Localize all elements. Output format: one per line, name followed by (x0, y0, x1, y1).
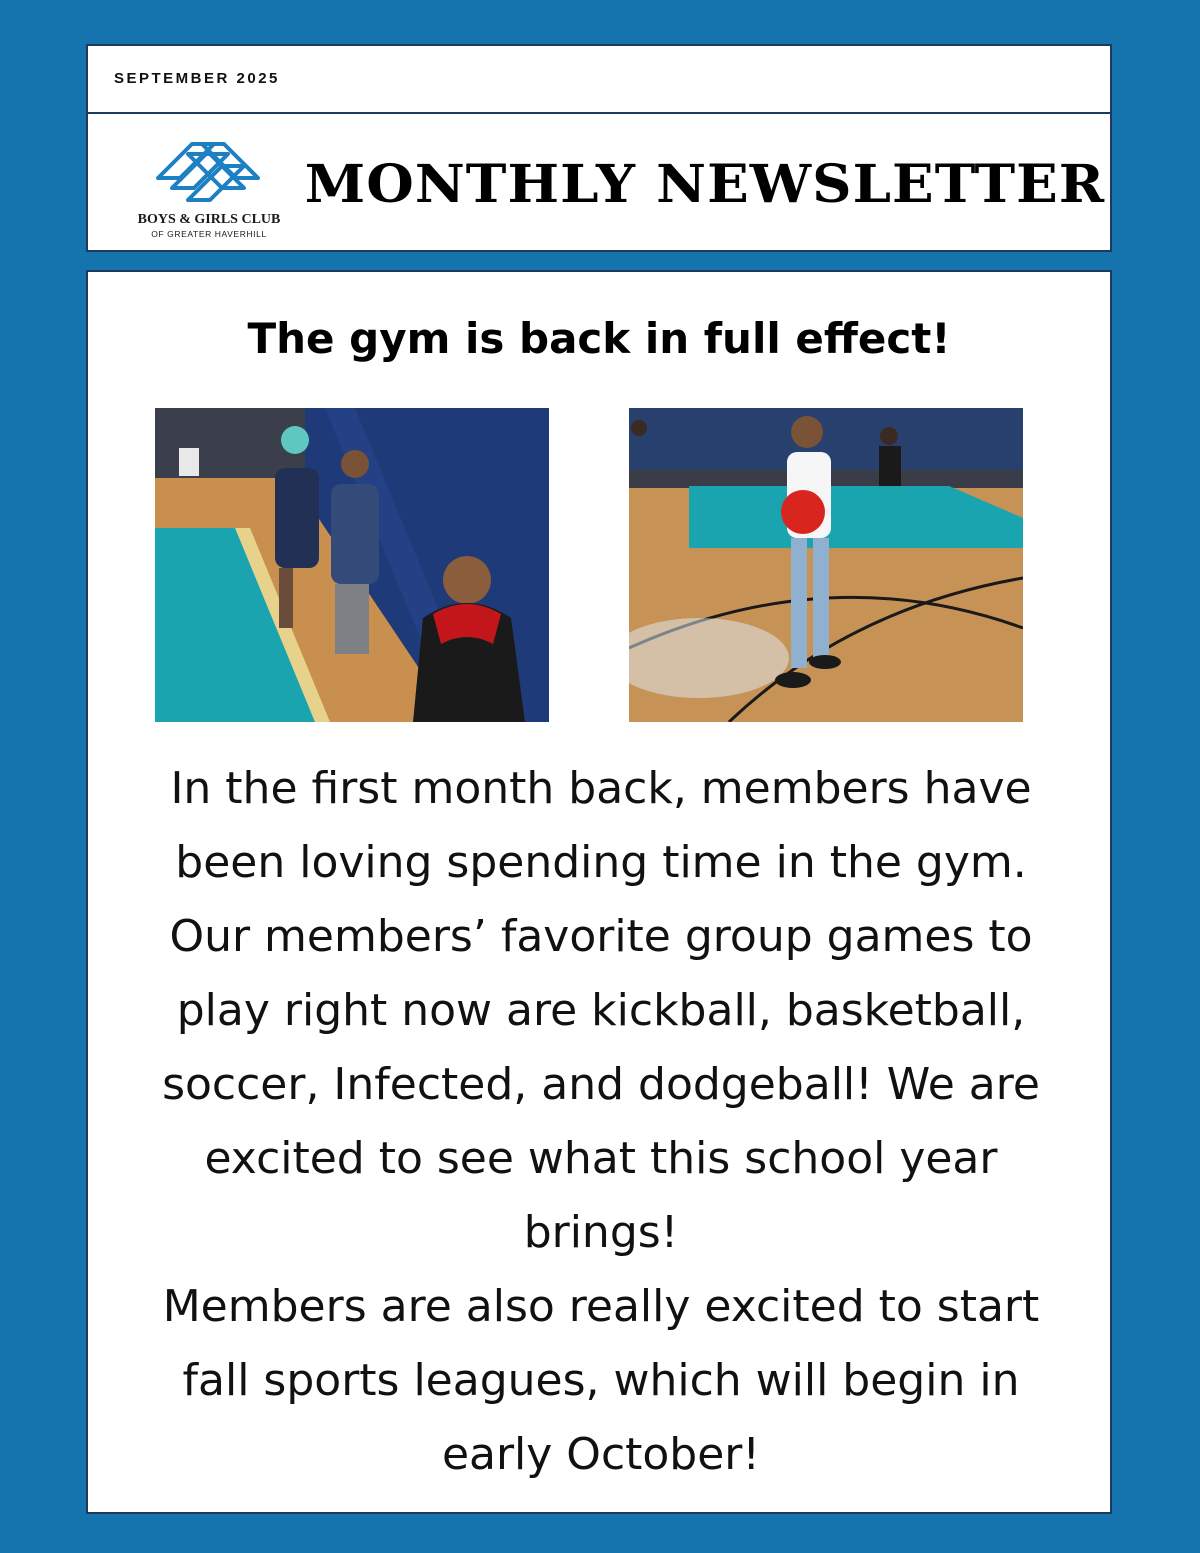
issue-date: SEPTEMBER 2025 (114, 70, 280, 87)
date-bar (86, 44, 1112, 114)
article-headline: The gym is back in full effect! (247, 314, 951, 363)
article-body (128, 752, 1074, 1492)
club-logo (118, 138, 298, 238)
article-paragraph-2: Members are also really excited to start fall sports leagues, which will begin in early October! (162, 1281, 1040, 1480)
newsletter-title: MONTHLY NEWSLETTER (304, 154, 1106, 215)
article-paragraph-1: In the first month back, members have been loving spending time in the gym. Our members’ favorite group games to play right now are kickball, basketball, soccer, Infected, and dodgeball! We are excited to see what this school year brings! (162, 763, 1040, 1258)
article-panel (86, 270, 1112, 1514)
club-location: OF GREATER HAVERHILL (151, 229, 267, 239)
gym-photo-kid-with-ball (629, 408, 1023, 722)
masthead (86, 112, 1112, 252)
club-name: BOYS & GIRLS CLUB (137, 212, 281, 227)
boys-girls-club-icon (152, 138, 264, 208)
gym-photo-kids-lined-up (155, 408, 549, 722)
